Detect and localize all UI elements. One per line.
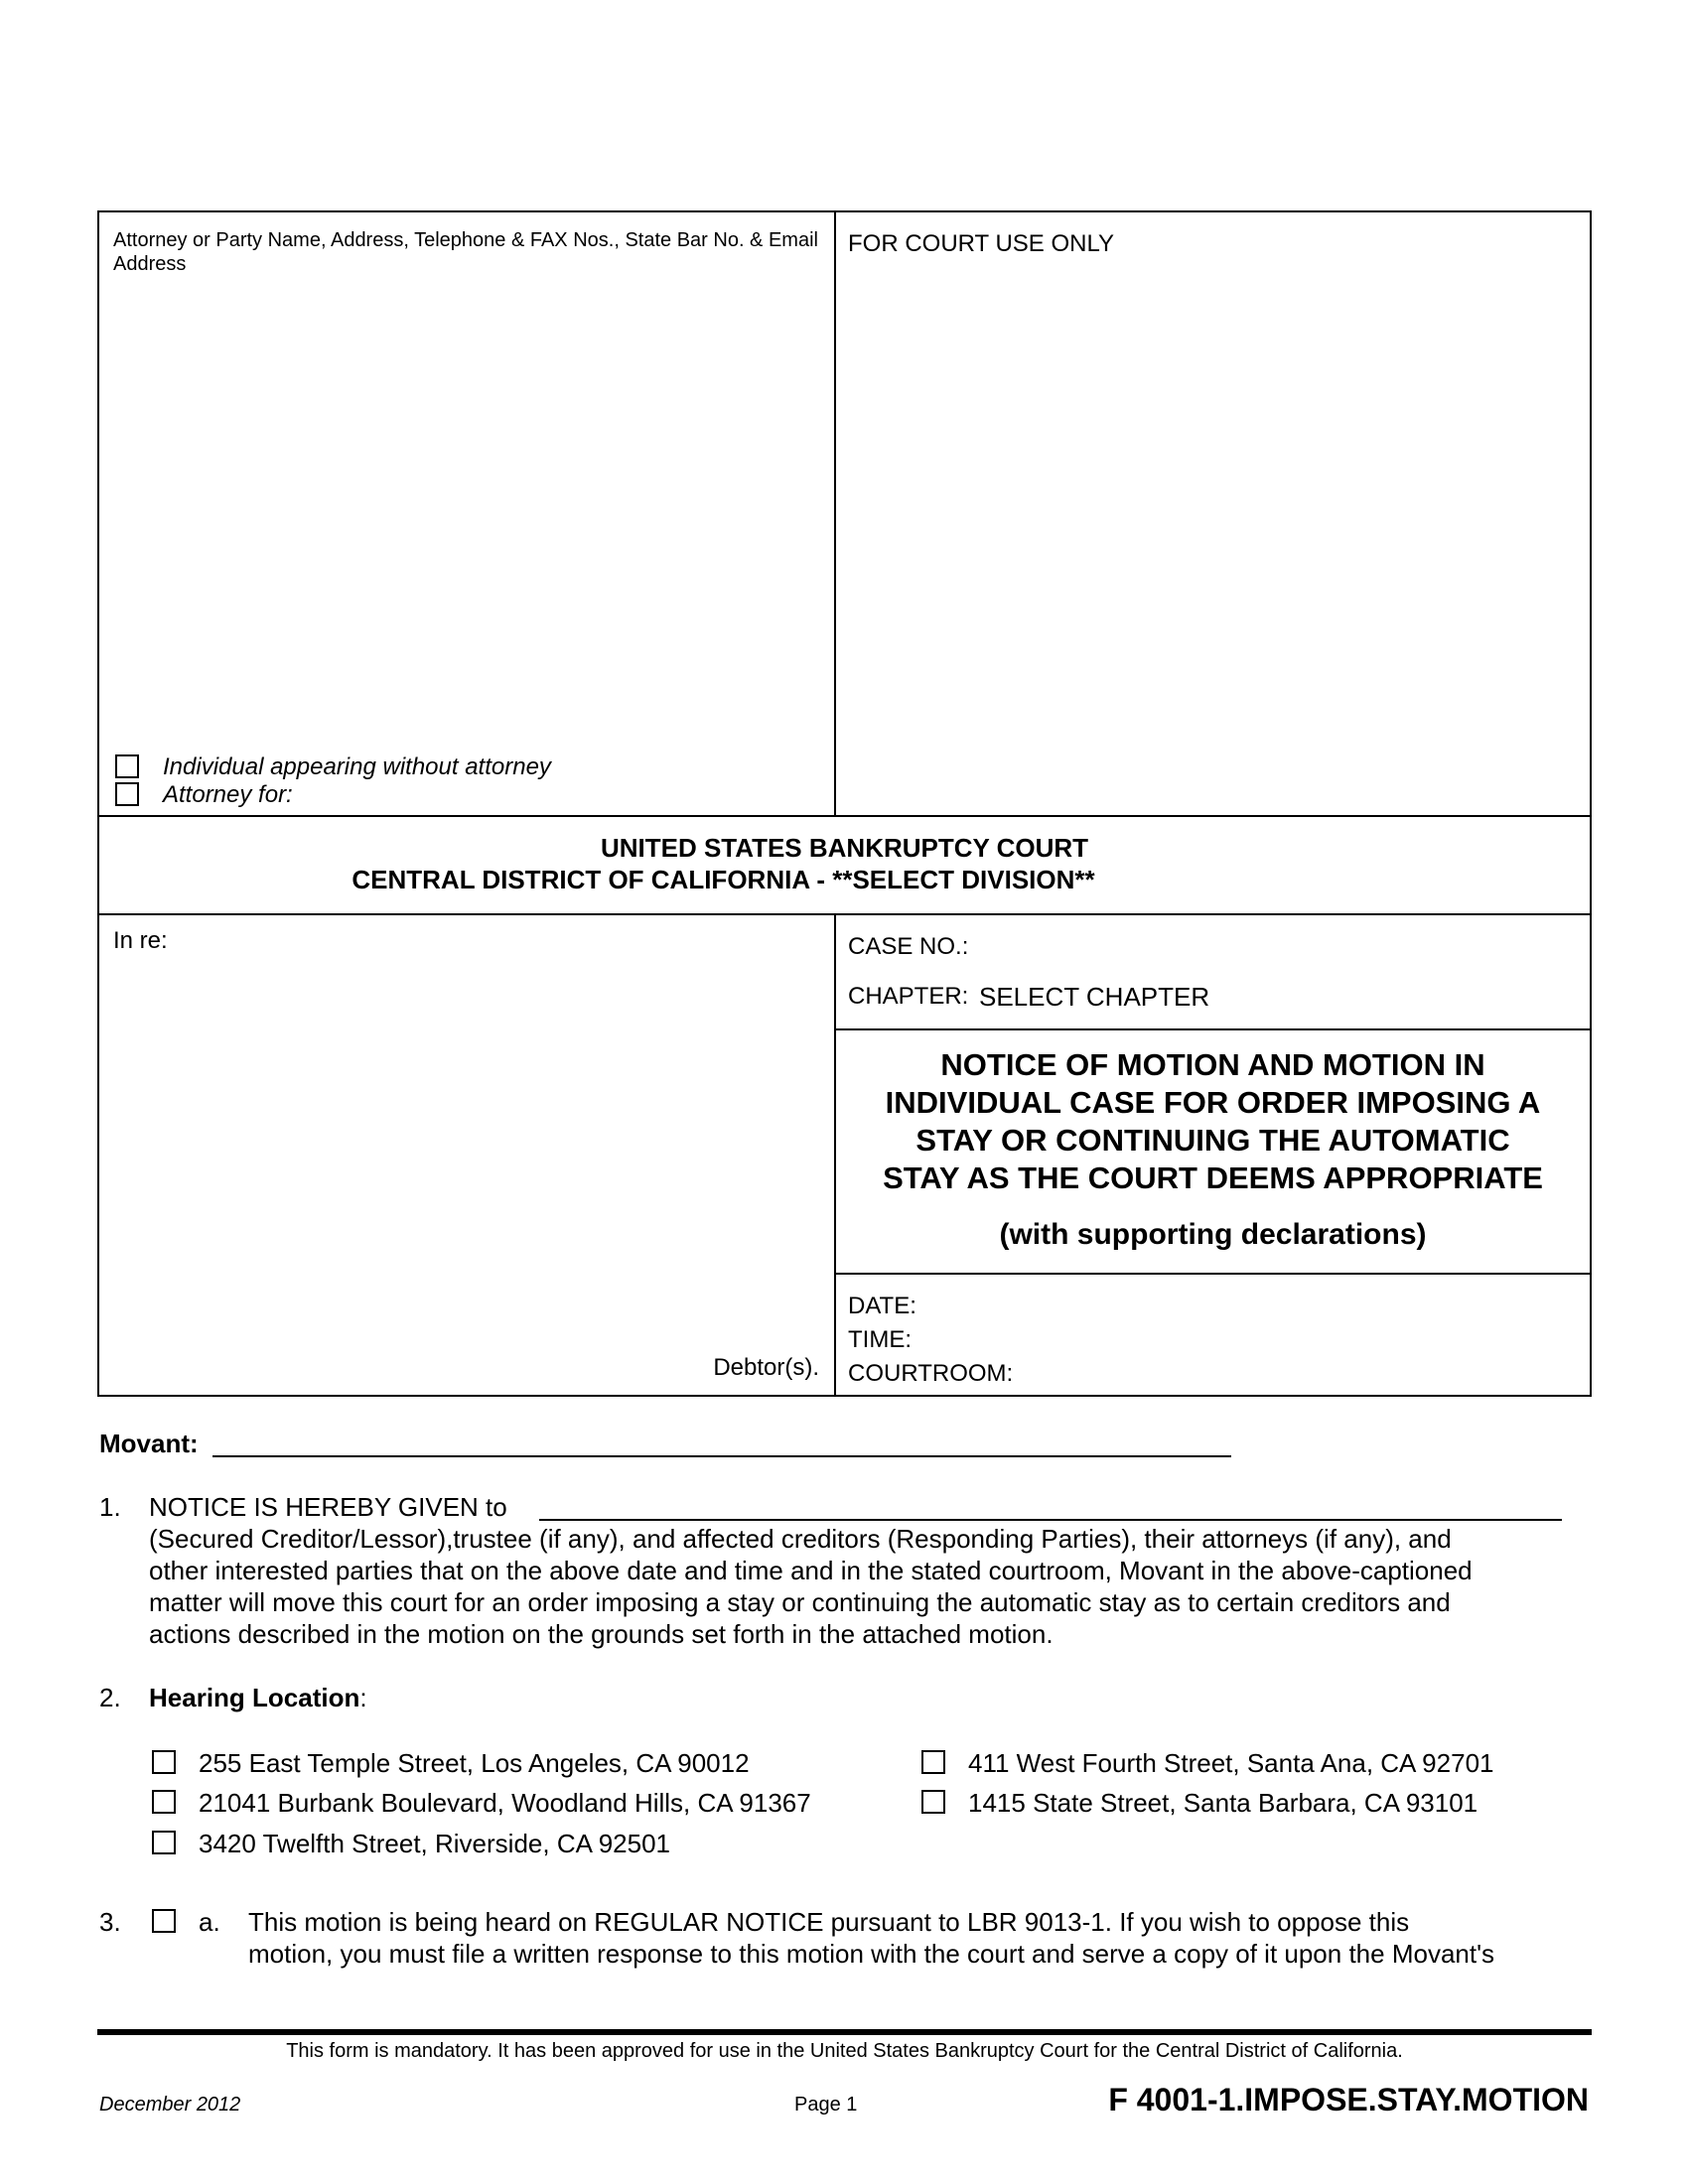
- footer-page-number: Page 1: [794, 2094, 858, 2116]
- location-santa-barbara-label: 1415 State Street, Santa Barbara, CA 93101: [968, 1788, 1478, 1818]
- location-riverside-checkbox[interactable]: [152, 1831, 176, 1854]
- location-riverside-label: 3420 Twelfth Street, Riverside, CA 92501: [199, 1829, 671, 1858]
- courtroom-label: COURTROOM:: [848, 1360, 1014, 1387]
- footer-form-id: F 4001-1.IMPOSE.STAY.MOTION: [1108, 2082, 1589, 2117]
- court-name-line1: UNITED STATES BANKRUPTCY COURT: [600, 833, 1089, 863]
- location-woodland-hills-label: 21041 Burbank Boulevard, Woodland Hills, CA 91367: [199, 1788, 811, 1818]
- hearing-time-label: TIME:: [848, 1326, 912, 1353]
- location-santa-barbara-checkbox[interactable]: [921, 1790, 945, 1814]
- chapter-label: CHAPTER:: [848, 983, 969, 1010]
- motion-title-line: NOTICE OF MOTION AND MOTION IN: [940, 1047, 1485, 1082]
- motion-title-line: INDIVIDUAL CASE FOR ORDER IMPOSING A: [885, 1085, 1541, 1120]
- location-santa-ana-checkbox[interactable]: [921, 1750, 945, 1774]
- debtors-label: Debtor(s).: [713, 1354, 819, 1381]
- section1-line: matter will move this court for an order imposing a stay or continuing the automatic stay as to certain creditors and: [149, 1587, 1451, 1617]
- title-date-divider: [834, 1273, 1592, 1275]
- case-no-label: CASE NO.:: [848, 933, 969, 960]
- footer-mandatory-notice: This form is mandatory. It has been approved for use in the United States Bankruptcy Court for the Central District of California.: [286, 2040, 1403, 2062]
- attorney-for-checkbox[interactable]: [115, 782, 139, 806]
- motion-title-line: STAY OR CONTINUING THE AUTOMATIC: [915, 1123, 1510, 1158]
- chapter-select[interactable]: SELECT CHAPTER: [979, 982, 1210, 1012]
- section1-line: other interested parties that on the above date and time and in the stated courtroom, Movant in the above-captioned: [149, 1556, 1473, 1585]
- footer-rule: [97, 2029, 1592, 2035]
- individual-without-attorney-checkbox[interactable]: [115, 754, 139, 778]
- location-los-angeles-label: 255 East Temple Street, Los Angeles, CA 90012: [199, 1748, 750, 1778]
- regular-notice-checkbox[interactable]: [152, 1909, 176, 1933]
- footer-date: December 2012: [99, 2094, 241, 2116]
- section3-letter: a.: [199, 1907, 220, 1937]
- section3-line1: This motion is being heard on REGULAR NOTICE pursuant to LBR 9013-1. If you wish to oppose this: [248, 1907, 1410, 1937]
- court-use-only-label: FOR COURT USE ONLY: [848, 230, 1115, 257]
- secured-creditor-field[interactable]: [539, 1519, 1562, 1521]
- movant-label: Movant:: [99, 1429, 199, 1458]
- section2-heading: [149, 1682, 367, 1713]
- section3-line2: motion, you must file a written response to this motion with the court and serve a copy of it upon the Movant's: [248, 1939, 1495, 1969]
- hearing-date-label: DATE:: [848, 1293, 916, 1319]
- chapter-title-divider: [834, 1028, 1592, 1030]
- section2-number: 2.: [99, 1683, 121, 1712]
- section3-number: 3.: [99, 1907, 121, 1937]
- location-los-angeles-checkbox[interactable]: [152, 1750, 176, 1774]
- location-woodland-hills-checkbox[interactable]: [152, 1790, 176, 1814]
- section1-body: [149, 1523, 1579, 1650]
- attorney-info-label: Attorney or Party Name, Address, Telephone & FAX Nos., State Bar No. & Email Address: [113, 229, 818, 275]
- court-band-bottom: [97, 913, 1592, 915]
- hearing-location-label: Hearing Location: [149, 1683, 360, 1712]
- motion-subtitle: (with supporting declarations): [999, 1218, 1427, 1251]
- motion-title: [834, 1046, 1592, 1197]
- movant-field[interactable]: [212, 1455, 1231, 1457]
- location-santa-ana-label: 411 West Fourth Street, Santa Ana, CA 92701: [968, 1748, 1494, 1778]
- court-band-top: [97, 815, 1592, 817]
- court-name-line2: CENTRAL DISTRICT OF CALIFORNIA - **SELECT DIVISION**: [352, 865, 1095, 894]
- attorney-for-label: Attorney for:: [163, 781, 293, 808]
- section1-lead: NOTICE IS HEREBY GIVEN to: [149, 1492, 507, 1522]
- section1-number: 1.: [99, 1492, 121, 1522]
- in-re-label: In re:: [113, 927, 168, 954]
- section1-line: actions described in the motion on the grounds set forth in the attached motion.: [149, 1619, 1054, 1649]
- hearing-location-colon: :: [359, 1683, 367, 1712]
- motion-title-line: STAY AS THE COURT DEEMS APPROPRIATE: [883, 1160, 1543, 1195]
- individual-without-attorney-label: Individual appearing without attorney: [163, 753, 551, 780]
- section1-line: (Secured Creditor/Lessor),trustee (if any), and affected creditors (Responding Parties), their attorneys (if any), and: [149, 1524, 1452, 1554]
- caption-divider-top: [834, 210, 836, 816]
